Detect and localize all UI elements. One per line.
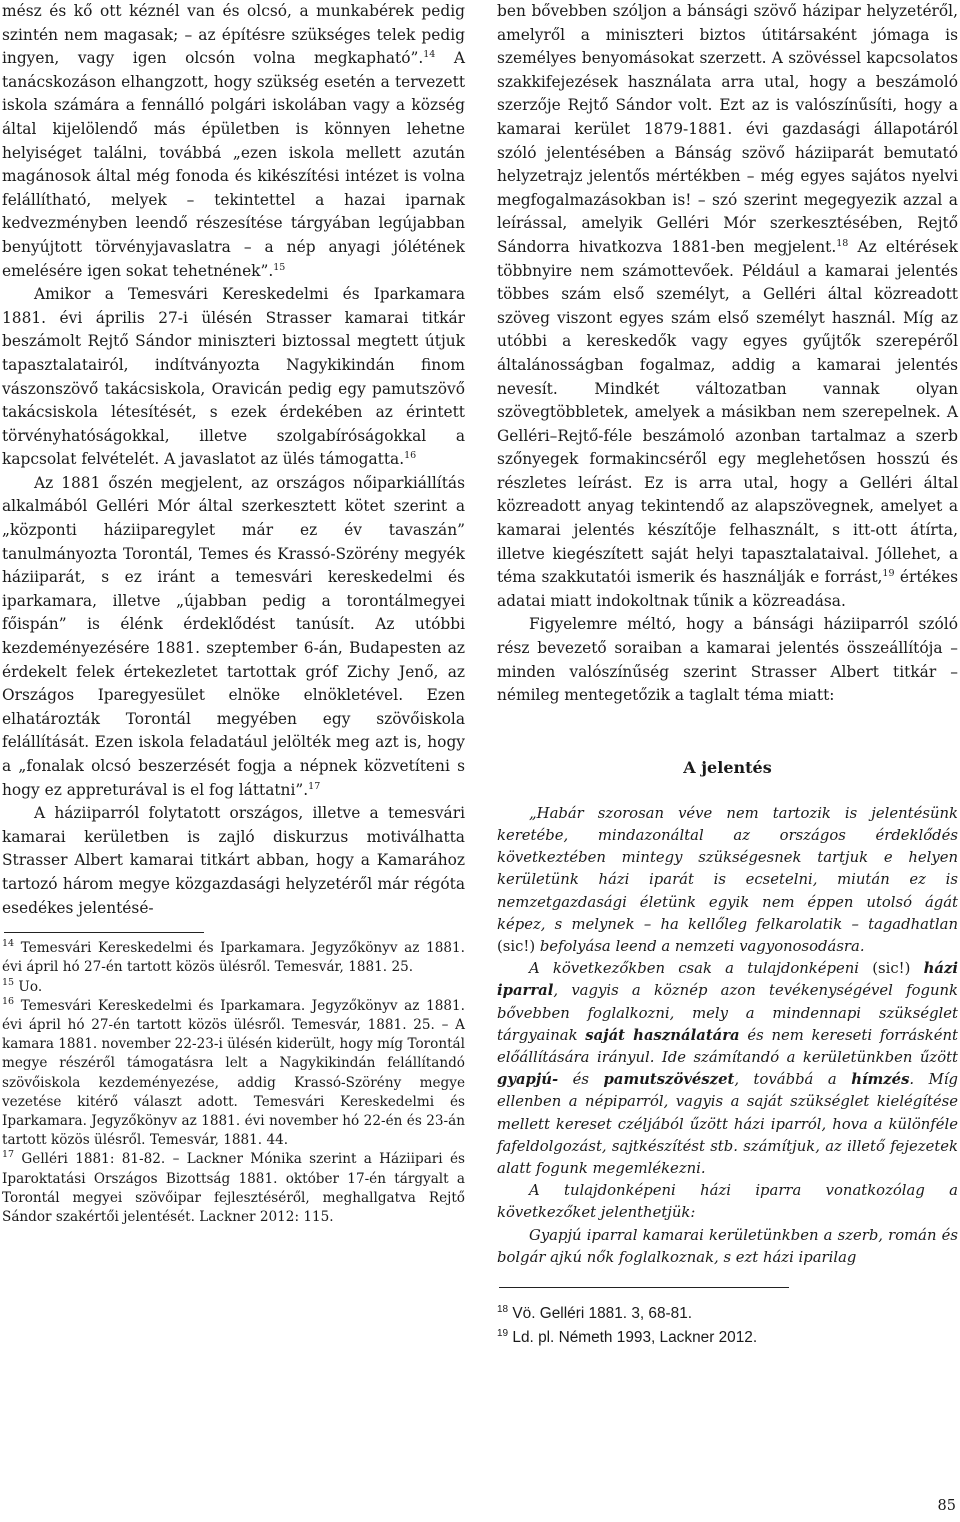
footnote-text: Uo.	[14, 978, 43, 995]
text-run: Amikor a Temesvári Kereskedelmi és Iparkamara 1881. évi április 27-i ülésén Strasser kamarai titkár beszámolt Rejtő Sándor miniszteri biztossal megtett útjuk tapasztalatairól, indítványozta Nagykikindán finom vászonszövő takácsiskola, Oravicán pedig egy pamutszövő takácsiskola létesítését, s ezek érdekében az érintett törvényhatóságokkal, illetve szolgabíróságokkal a kapcsolat felvételét. A javaslatot az ülés támogatta.	[2, 285, 465, 469]
right-column	[497, 0, 958, 1350]
bold-term: házi iparral	[497, 960, 958, 1000]
footnote-16	[2, 997, 465, 1151]
text-run: A tanácskozáson elhangzott, hogy szükség esetén a tervezett iskola számára a fennálló polgári iskolában vagy a község által kijelölendő más épületben is könnyen lehetne helyiséget találni, továbbá „ezen iskola mellett azután magánosok által még fonoda és kikészítési intézet is volna felállítható, melyek – tekintettel a hazai iparnak kedvezményben leendő részesítése tárgyában legújabban benyújtott törvényjavaslatra – a nép anyagi jólétének emelésére igen sokat tehetnének”.	[2, 49, 465, 280]
quote-paragraph-1	[497, 803, 958, 958]
quote-paragraph-4: Gyapjú iparral kamarai kerületünkben a szerb, román és bolgár ajkú nők foglalkoznak, s ezt házi iparilag	[497, 1226, 958, 1266]
footnote-text: Vö. Gelléri 1881. 3, 68-81.	[508, 1305, 693, 1323]
text-run	[910, 960, 923, 977]
footnote-ref-15[interactable]: 15	[273, 261, 286, 273]
quote-paragraph-3: A tulajdonképeni házi iparra vonatkozólag a következőket jelenthetjük:	[497, 1182, 958, 1222]
footnote-number: 14	[2, 938, 15, 950]
section-heading: A jelentés	[683, 757, 772, 777]
text-run: „Habár szorosan véve nem tartozik is jelentésünk keretébe, mindazonáltal az országos érdeklődés következtében mintegy szükségesnek tartjuk e helyen kerületünk házi iparát is ecsetelni, miután ez is nemzetgazdasági életünk egyik nem éppen utolsó ágát képez, s melynek – ha kellőleg felkarolatik – tagadhatlan	[497, 804, 958, 933]
footnote-number: 16	[2, 995, 15, 1007]
text-run: ben bővebben szóljon a bánsági szövő házipar helyzetéről, amelyről a miniszteri biztos útitársaként jómaga is személyes benyomásokat szerzett. A szövéssel kapcsolatos szakkifejezések használata arra utal, hogy a beszámoló szerzője Rejtő Sándor volt. Ezt az is valószínűsíti, hogy a kamarai kerület 1879-1881. évi gazdasági állapotáról szóló jelentésében a Bánság szövő háziiparát bemutató helyzetrajz jelentős mértékben – még egyes sajátos nyelvi megfogalmazásokban is! – szó szerint megegyezik azzal a leírással, amelyik Gelléri Mór szerkesztésében, Rejtő Sándorra hivatkozva 1881-ben megjelent.	[497, 2, 958, 256]
footnote-19	[497, 1326, 958, 1350]
left-paragraph-3	[2, 472, 465, 802]
text-run: mész és kő ott kéznél van és olcsó, a munkabérek pedig szintén nem magasak; – az építésre szükséges telek pedig ingyen, vagy igen olcsón volna megkapható”.	[2, 2, 465, 68]
right-paragraph-1	[497, 0, 958, 613]
footnote-ref-19[interactable]: 19	[882, 568, 895, 580]
bold-term: gyapjú-	[497, 1071, 559, 1089]
text-run: , vagyis a köznép azon tevékenységével fogunk bővebben foglalkozni, mely a mindennapi szükséglet tárgyainak	[497, 982, 958, 1044]
left-column	[2, 0, 465, 1227]
text-run: A következőkben csak a tulajdonképeni	[529, 960, 873, 978]
footnote-ref-17[interactable]: 17	[308, 780, 321, 792]
sic-marker: (sic!)	[497, 938, 536, 956]
footnote-number: 18	[497, 1304, 509, 1316]
footnote-text: Ld. pl. Németh 1993, Lackner 2012.	[508, 1329, 758, 1347]
text-run: Az 1881 őszén megjelent, az országos nőiparkiállítás alkalmából Gelléri Mór által szerkesztett kötet szerint a „központi háziiparegylet már ez év tavaszán” tanulmányozta Torontál, Temes és Krassó-Szörény megyék háziiparát, s ez iránt a temesvári kereskedelmi és iparkamara, illetve „újabban pedig a torontálmegyei főispán” is élénk érdeklődést tanúsít. Az utóbbi kezdeményezésére 1881. szeptember 6-án, Budapesten az érdekelt felek értekezletet tartottak gróf Zichy Jenő, az Országos Iparegyesület elnöke elnökletével. Ezen elhatározták Torontál megyében egy szövőiskola felállítását. Ezen iskola feladatául jelölték meg azt is, hogy a „fonalak olcsó beszerzését fogja a népnek közvetíteni s hogy ez appreturával is el fog láttatni”.	[2, 473, 465, 799]
footnote-14	[2, 939, 465, 977]
footnote-text: Temesvári Kereskedelmi és Iparkamara. Jegyzőkönyv az 1881. évi ápril hó 27-én tartott közös ülésről. Temesvár, 1881. 25.	[2, 940, 465, 976]
footnote-text: Gelléri 1881: 81-82. – Lackner Mónika szerint a Háziipari és Iparoktatási Országos Bizottság 1881. október 17-én tárgyalt a Torontál megyei szövőipar fejlesztéséről, meghallgatva Rejtő Sándor szakértői jelentését. Lackner 2012: 115.	[2, 1151, 465, 1225]
page-number: 85	[937, 1498, 956, 1514]
left-paragraph-4: A háziiparról folytatott országos, illetve a temesvári kamarai kerületben is zajló diskurzus motiválhatta Strasser Albert kamarai titkárt abban, hogy a Kamarához tartozó három megye közgazdasági helyzetéről már régóta esedékes jelentésé-	[2, 804, 465, 917]
footnote-number: 17	[2, 1149, 15, 1161]
footnote-17	[2, 1150, 465, 1227]
footnote-ref-14[interactable]: 14	[423, 49, 436, 61]
footnote-ref-18[interactable]: 18	[836, 237, 849, 249]
text-run: értékes adatai miatt indokoltnak tűnik a közreadása.	[497, 568, 958, 610]
footnote-number: 15	[2, 976, 15, 988]
footnote-divider	[4, 932, 204, 933]
footnote-number: 19	[497, 1328, 509, 1340]
left-paragraph-2	[2, 283, 465, 472]
text-run: befolyása leend a nemzeti vagyonosodásra.	[535, 938, 865, 956]
text-run: Az eltérések többnyire nem számottevőek. Például a kamarai jelentés többes szám első személyt, a Gelléri által közreadott szöveg viszont egyes szám első személyt használ. Míg az utóbbi a kereskedők vagy egyes gyűjtők szerepéről általánosságban fogalmaz, addig a kamarai jelentés nevesít. Mindkét változatban vannak olyan szövegtöbbletek, amelyek a másikban nem szerepelnek. A Gelléri–Rejtő-féle beszámoló azonban tartalmaz a szerb szőnyegek formakincséről egy meglehetősen hosszú és részletes leírást. Ez is arra utal, hogy a Gelléri által közreadott anyag tekintendő az alapszövegnek, amelyet a kamarai jelentés készítője felhasznált, s itt-ott átírta, illetve kiegészített saját helyi tapasztalataival. Jóllehet, a téma szakkutatói ismerik és használják e forrást,	[497, 237, 958, 587]
footnote-ref-16[interactable]: 16	[404, 450, 417, 462]
text-run: és nem kereseti forrásként előállítására irányul. Ide számítandó a kerületünkben űzött	[497, 1026, 958, 1067]
footnote-divider	[499, 1287, 789, 1288]
text-run: , továbbá a	[734, 1071, 852, 1089]
bold-term: pamutszövészet	[603, 1071, 735, 1089]
footnote-15	[2, 978, 465, 997]
right-paragraph-2: Figyelemre méltó, hogy a bánsági háziiparról szóló rész bevezető soraiban a kamarai jelentés összeállítója – minden valószínűség szerint Strasser Albert titkár – némileg mentegetőzik a taglalt téma miatt:	[497, 615, 958, 705]
footnote-18	[497, 1302, 958, 1326]
left-paragraph-1	[2, 0, 465, 283]
text-run: és	[558, 1071, 604, 1089]
quote-paragraph-2	[497, 958, 958, 1180]
bold-term: saját használatára	[585, 1026, 740, 1044]
footnote-text: Temesvári Kereskedelmi és Iparkamara. Jegyzőkönyv az 1881. évi ápril hó 27-én tartott közös ülésről. Temesvár, 1881. 25. – A kamara 1881. november 22-23-i ülésén kiderült, hogy míg Torontál megye részéről támogatásra lelt a Nagykikindán felállítandó szövőiskola kezdeményezése, addig Krassó-Szörény megye vezetése kitérő választ adott. Temesvári Kereskedelmi és Iparkamara. Jegyzőkönyv az 1881. évi november hó 22-én és 23-án tartott közös ülésről. Temesvár, 1881. 44.	[2, 997, 465, 1149]
text-run: . Míg ellenben a népiparról, vagyis a saját szükséglet kielégítése mellett kereset czéljából űzött házi iparról, hova a különféle fafeldolgozást, sajtkészítést stb. számítjuk, az illető fejezetek alatt fogunk megemlékezni.	[497, 1071, 959, 1178]
sic-marker: (sic!)	[872, 960, 911, 978]
bold-term: hímzés	[851, 1071, 910, 1089]
